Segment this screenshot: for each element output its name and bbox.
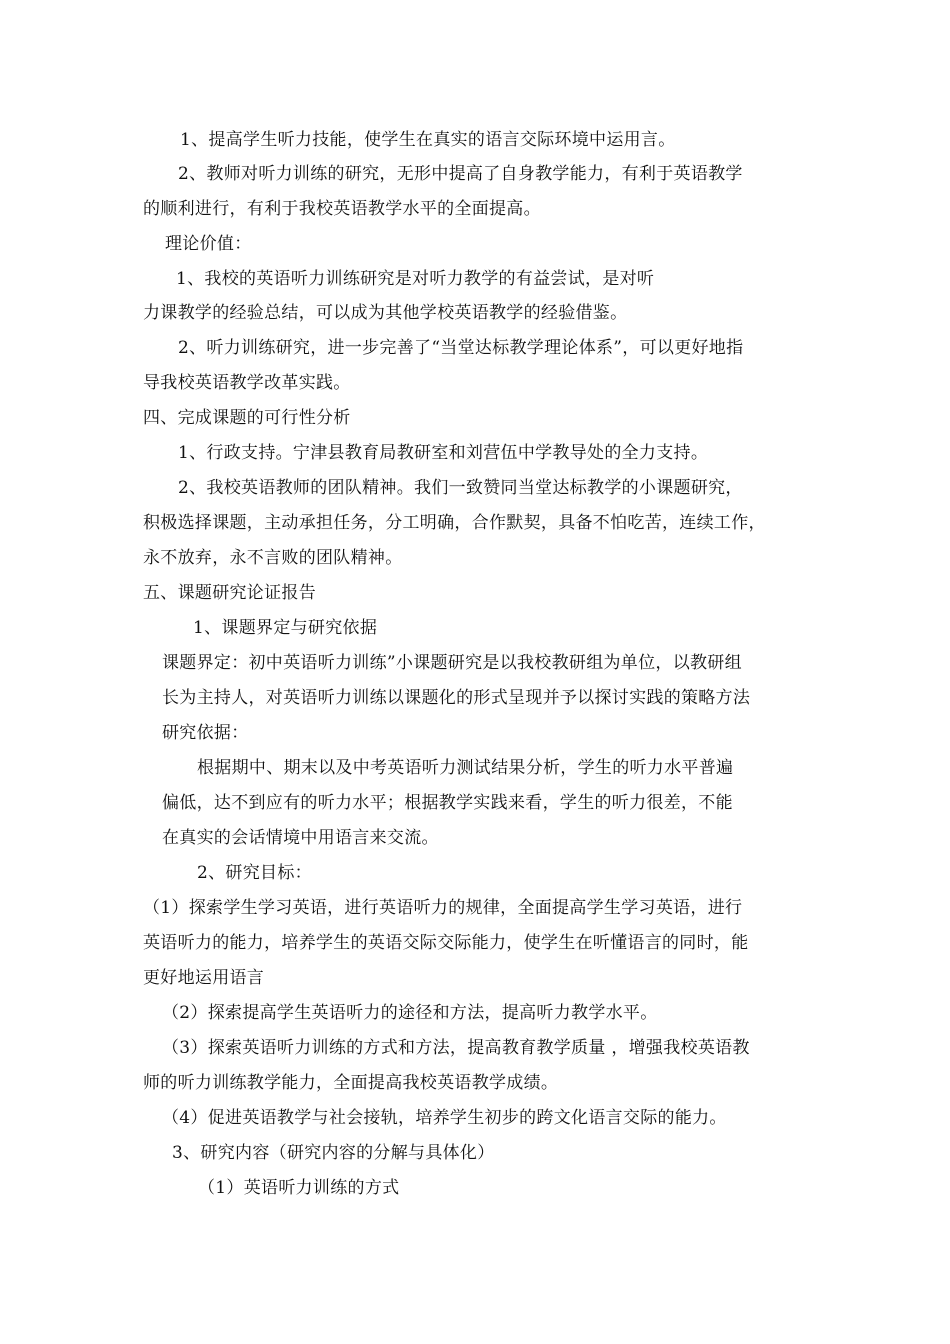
text-line: 导我校英语教学改革实践。 <box>143 373 351 393</box>
section-heading: 五、课题研究论证报告 <box>143 583 316 603</box>
text-line: 积极选择课题，主动承担任务，分工明确，合作默契，具备不怕吃苦，连续工作， <box>143 513 766 533</box>
text-line: 2、我校英语教师的团队精神。我们一致赞同当堂达标教学的小课题研究， <box>178 478 743 498</box>
text-line: （1）探索学生学习英语，进行英语听力的规律，全面提高学生学习英语，进行 <box>143 898 743 918</box>
text-line: （3）探索英语听力训练的方式和方法，提高教育教学质量 ，增强我校英语教 <box>162 1038 750 1058</box>
text-line: 2、教师对听力训练的研究，无形中提高了自身教学能力，有利于英语教学 <box>178 164 743 184</box>
text-line: 研究依据： <box>162 723 249 743</box>
text-line: 课题界定：初中英语听力训练”小课题研究是以我校教研组为单位，以教研组 <box>162 653 742 673</box>
text-line: 英语听力的能力，培养学生的英语交际交际能力，使学生在听懂语言的同时，能 <box>143 933 749 953</box>
text-line: （2）探索提高学生英语听力的途径和方法，提高听力教学水平。 <box>162 1003 658 1023</box>
text-line: 1、我校的英语听力训练研究是对听力教学的有益尝试，是对听 <box>176 269 655 289</box>
text-line: 1、行政支持。宁津县教育局教研室和刘营伍中学教导处的全力支持。 <box>178 443 709 463</box>
text-line: （1）英语听力训练的方式 <box>198 1178 400 1198</box>
text-line: 师的听力训练教学能力，全面提高我校英语教学成绩。 <box>143 1073 559 1093</box>
text-line: 的顺利进行，有利于我校英语教学水平的全面提高。 <box>143 199 541 219</box>
text-line: 1、提高学生听力技能，使学生在真实的语言交际环境中运用言。 <box>180 130 676 150</box>
text-line: （4）促进英语教学与社会接轨，培养学生初步的跨文化语言交际的能力。 <box>162 1108 727 1128</box>
text-line: 2、听力训练研究，进一步完善了“当堂达标教学理论体系”，可以更好地指 <box>178 338 744 358</box>
text-line: 长为主持人，对英语听力训练以课题化的形式呈现并予以探讨实践的策略方法 <box>162 688 751 708</box>
subsection-heading: 2、研究目标： <box>197 863 312 883</box>
text-line: 永不放弃，永不言败的团队精神。 <box>143 548 403 568</box>
text-line: 根据期中、期末以及中考英语听力测试结果分析，学生的听力水平普遍 <box>197 758 734 778</box>
subsection-heading: 3、研究内容（研究内容的分解与具体化） <box>172 1143 495 1163</box>
text-line: 在真实的会话情境中用语言来交流。 <box>162 828 439 848</box>
section-heading: 四、完成课题的可行性分析 <box>143 408 351 428</box>
subsection-heading: 1、课题界定与研究依据 <box>193 618 378 638</box>
text-line: 偏低，达不到应有的听力水平；根据教学实践来看，学生的听力很差，不能 <box>162 793 733 813</box>
text-line: 更好地运用语言 <box>143 968 265 988</box>
text-line: 理论价值： <box>165 234 252 254</box>
text-line: 力课教学的经验总结，可以成为其他学校英语教学的经验借鉴。 <box>143 303 628 323</box>
